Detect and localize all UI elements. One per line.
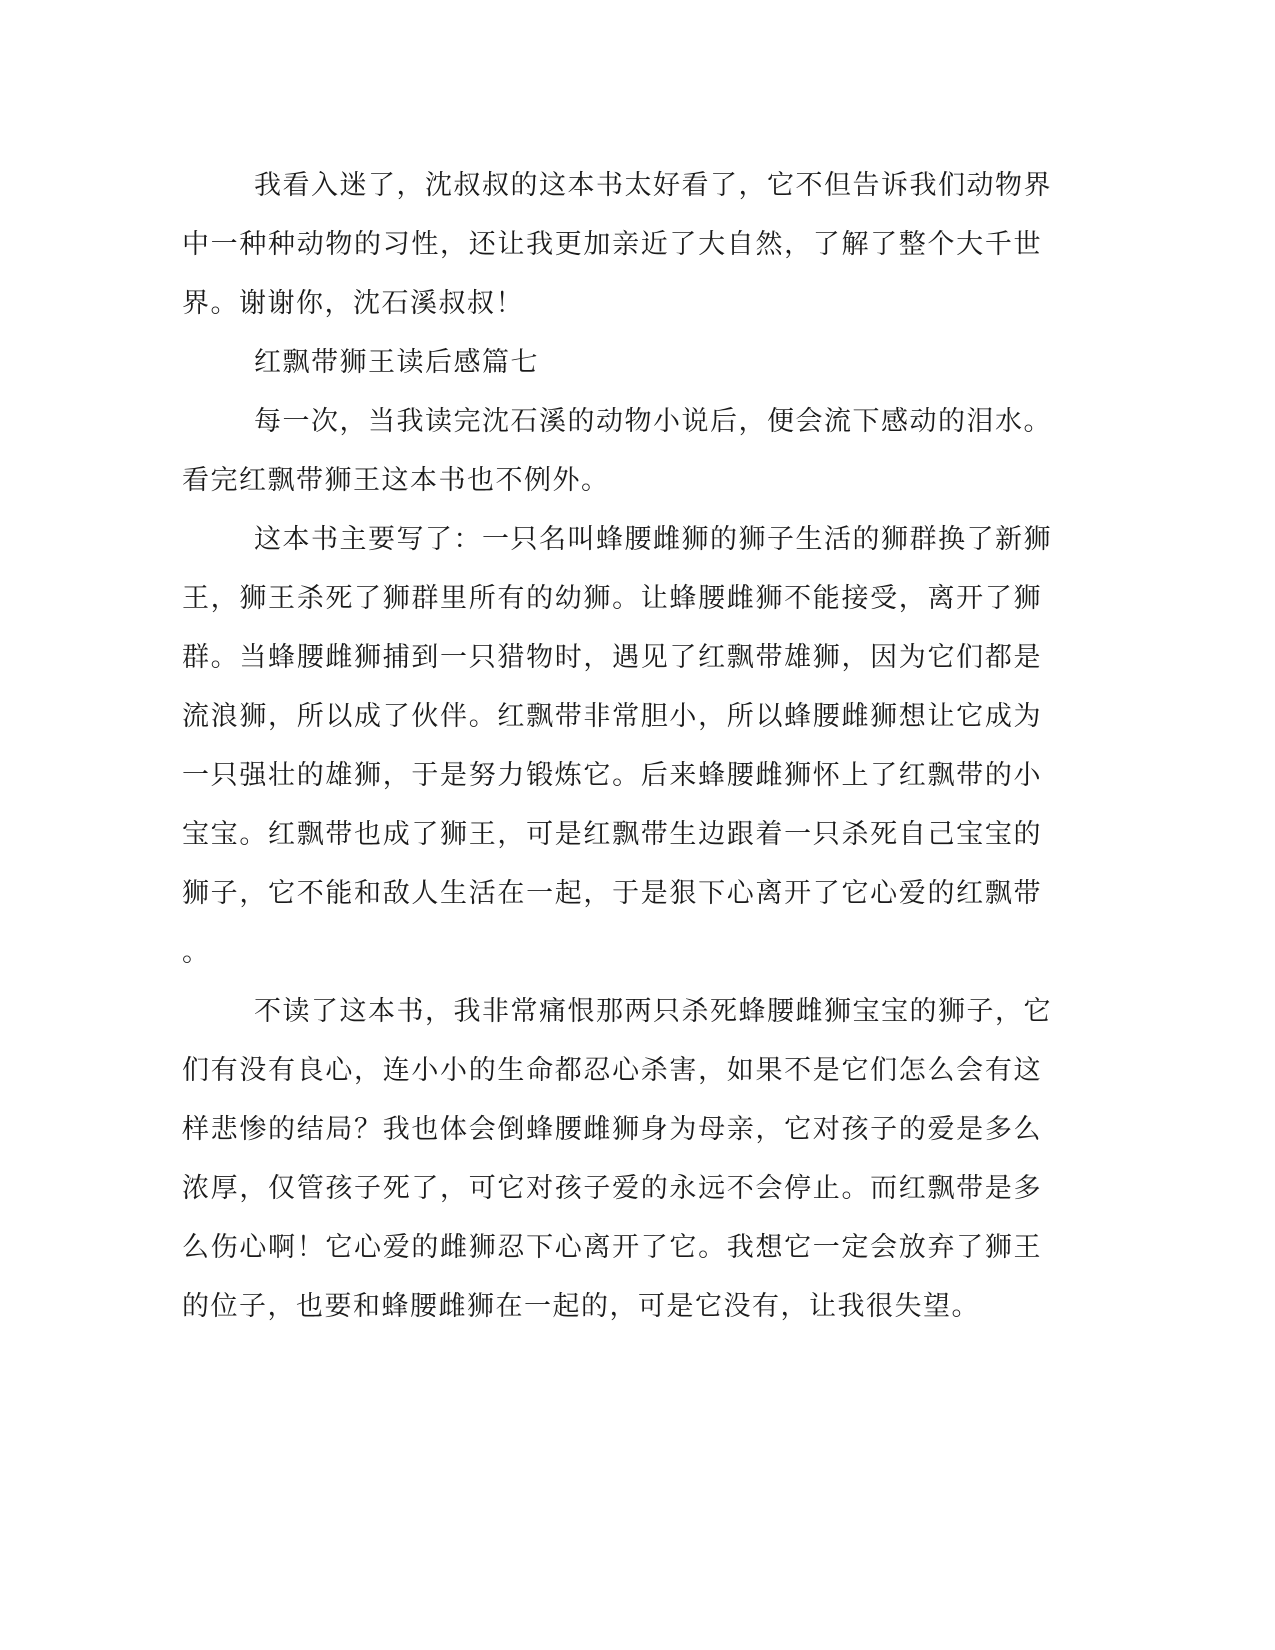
text-line: 么伤心啊！它心爱的雌狮忍下心离开了它。我想它一定会放弃了狮王 bbox=[182, 1232, 1042, 1263]
text-line: 我看入迷了，沈叔叔的这本书太好看了，它不但告诉我们动物界 bbox=[254, 170, 1052, 201]
document-body bbox=[182, 156, 1052, 1336]
paragraph-1 bbox=[182, 156, 1052, 333]
text-line: 一只强壮的雄狮，于是努力锻炼它。后来蜂腰雌狮怀上了红飘带的小 bbox=[182, 760, 1042, 791]
paragraph-4 bbox=[182, 982, 1052, 1336]
text-line: 们有没有良心，连小小的生命都忍心杀害，如果不是它们怎么会有这 bbox=[182, 1055, 1042, 1086]
text-line: 狮子，它不能和敌人生活在一起，于是狠下心离开了它心爱的红飘带 bbox=[182, 878, 1042, 909]
text-line: 浓厚，仅管孩子死了，可它对孩子爱的永远不会停止。而红飘带是多 bbox=[182, 1173, 1042, 1204]
text-line: 不读了这本书，我非常痛恨那两只杀死蜂腰雌狮宝宝的狮子，它 bbox=[254, 996, 1052, 1027]
text-line: 这本书主要写了：一只名叫蜂腰雌狮的狮子生活的狮群换了新狮 bbox=[254, 524, 1052, 555]
heading-text: 红飘带狮王读后感篇七 bbox=[254, 347, 539, 378]
text-line: 中一种种动物的习性，还让我更加亲近了大自然，了解了整个大千世 bbox=[182, 229, 1042, 260]
text-line: 群。当蜂腰雌狮捕到一只猎物时，遇见了红飘带雄狮，因为它们都是 bbox=[182, 642, 1042, 673]
paragraph-3 bbox=[182, 510, 1052, 982]
text-line: 王，狮王杀死了狮群里所有的幼狮。让蜂腰雌狮不能接受，离开了狮 bbox=[182, 583, 1042, 614]
paragraph-2 bbox=[182, 392, 1052, 510]
section-heading bbox=[182, 333, 1042, 392]
text-line: 。 bbox=[182, 937, 211, 968]
text-line: 每一次，当我读完沈石溪的动物小说后，便会流下感动的泪水。 bbox=[254, 406, 1052, 437]
text-line: 样悲惨的结局？我也体会倒蜂腰雌狮身为母亲，它对孩子的爱是多么 bbox=[182, 1114, 1042, 1145]
text-line: 的位子，也要和蜂腰雌狮在一起的，可是它没有，让我很失望。 bbox=[182, 1291, 980, 1322]
text-line: 宝宝。红飘带也成了狮王，可是红飘带生边跟着一只杀死自己宝宝的 bbox=[182, 819, 1042, 850]
text-line: 流浪狮，所以成了伙伴。红飘带非常胆小，所以蜂腰雌狮想让它成为 bbox=[182, 701, 1042, 732]
text-line: 界。谢谢你，沈石溪叔叔！ bbox=[182, 288, 524, 319]
text-line: 看完红飘带狮王这本书也不例外。 bbox=[182, 465, 610, 496]
